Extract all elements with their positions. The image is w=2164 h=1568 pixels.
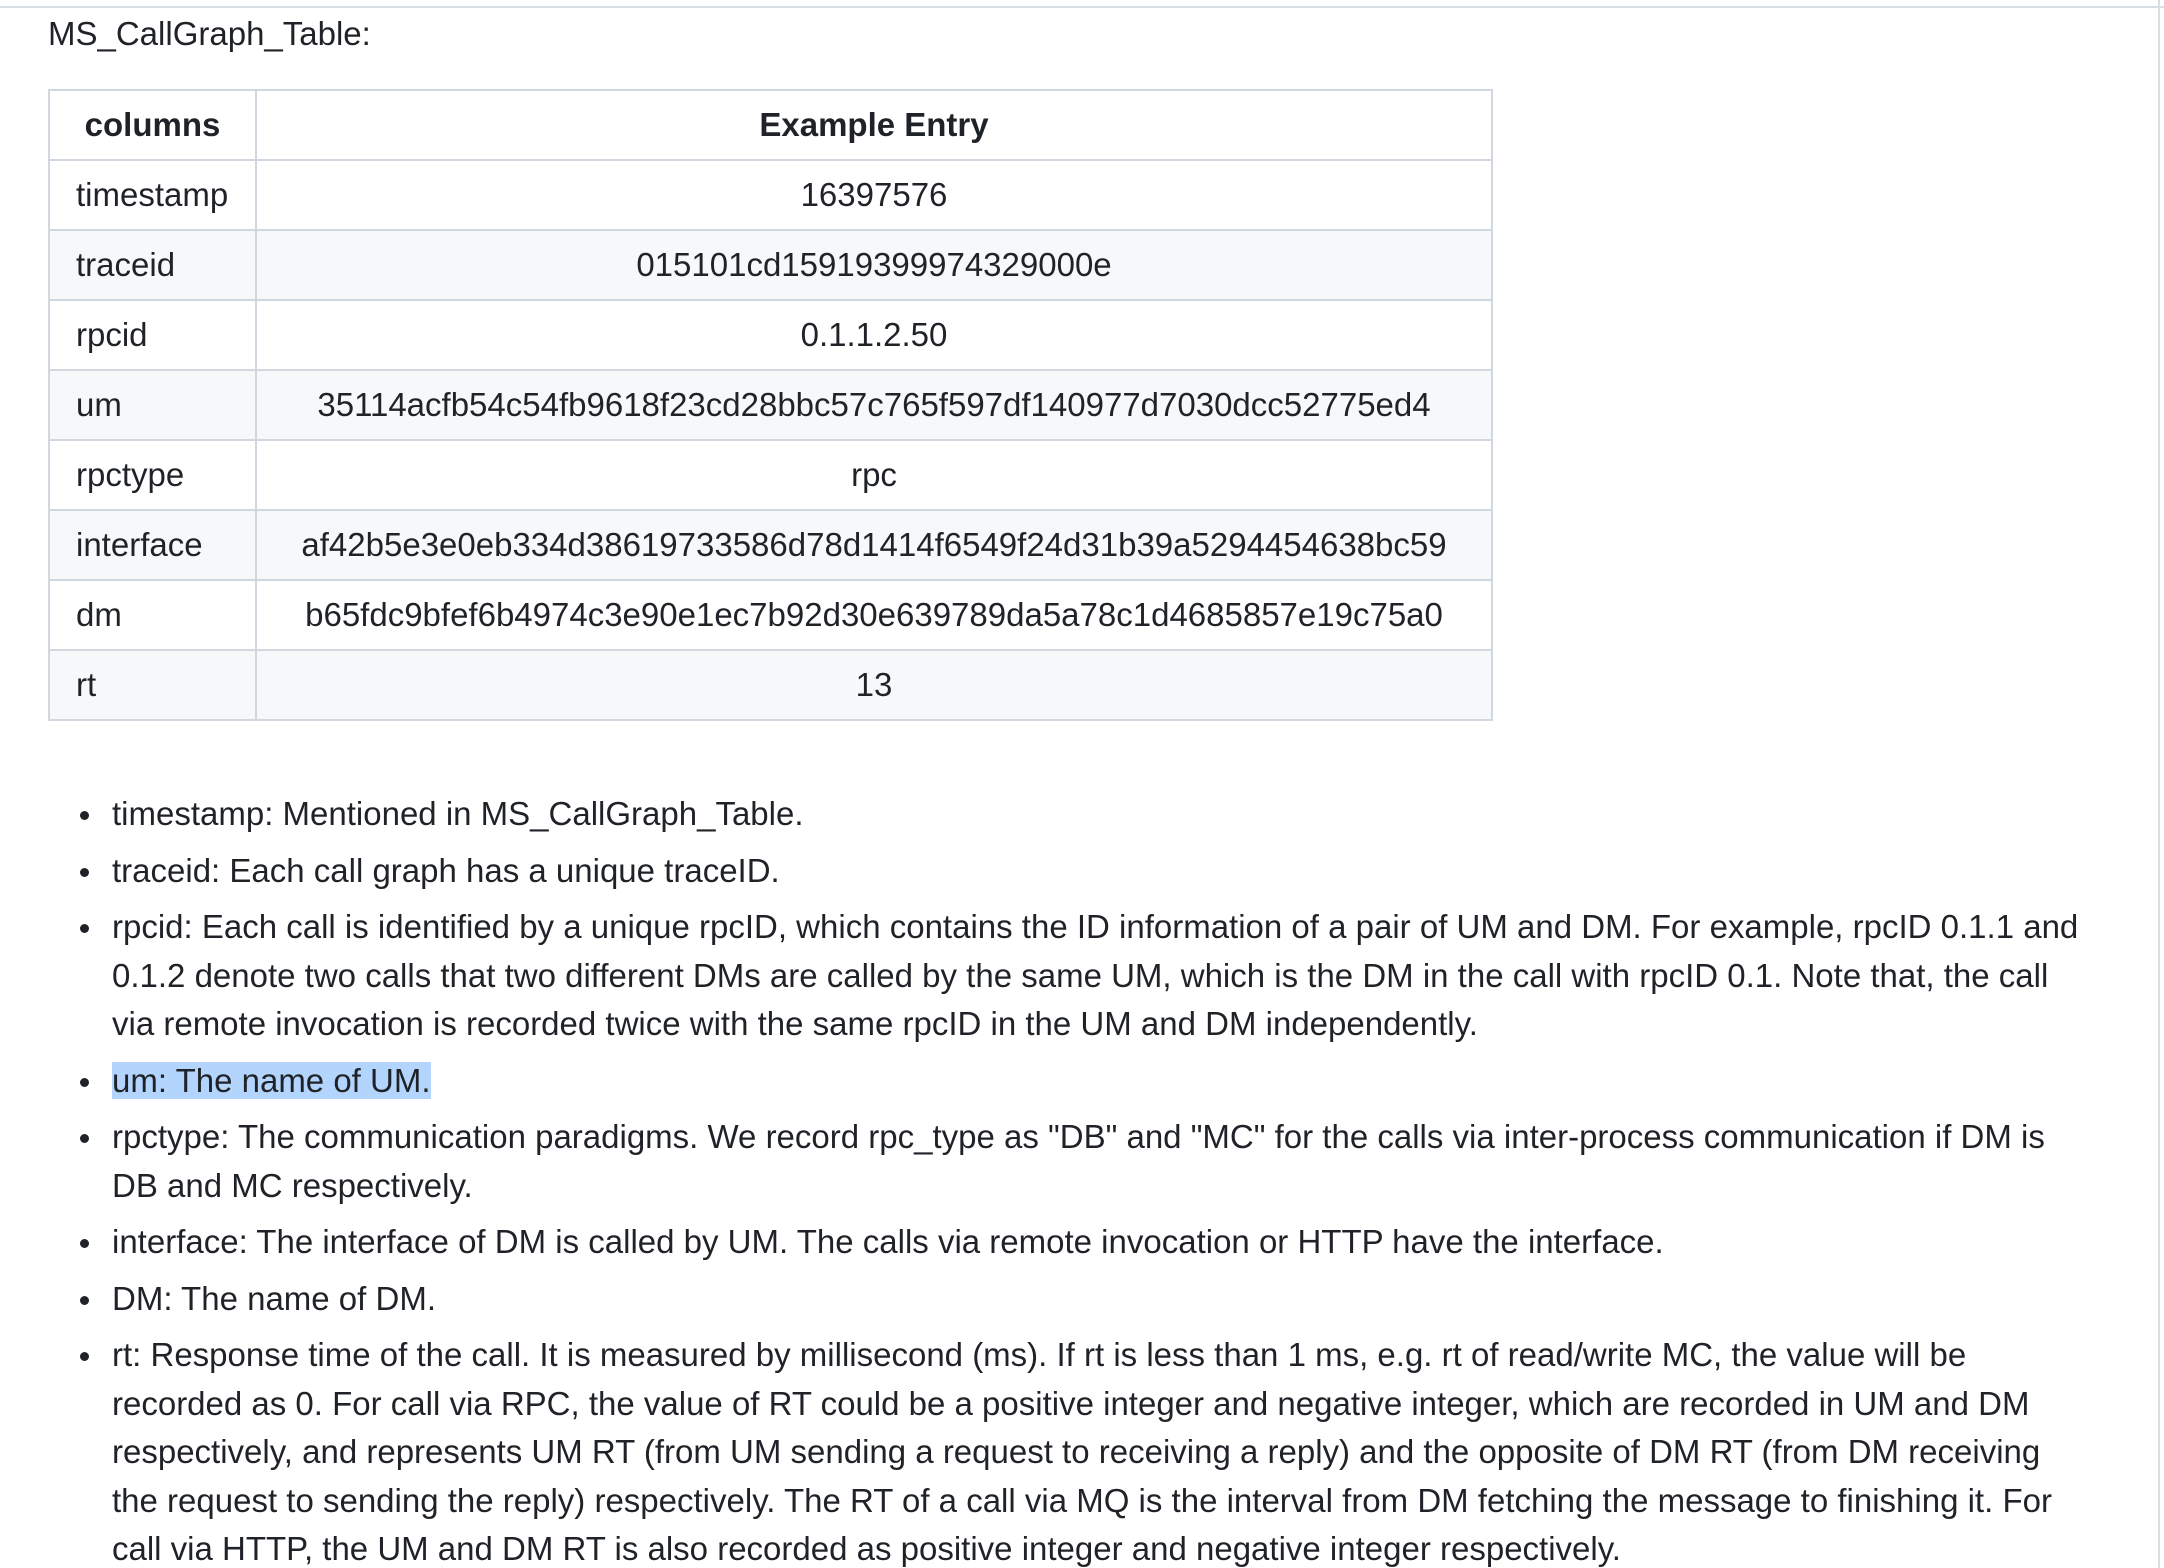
list-item (112, 903, 2088, 1049)
section-title: MS_CallGraph_Table: (48, 15, 371, 52)
table-row (49, 370, 1492, 440)
header-example-entry: Example Entry (256, 90, 1492, 160)
table-row (49, 160, 1492, 230)
example-entry-cell: 13 (256, 650, 1492, 720)
header-columns: columns (49, 90, 256, 160)
example-entry-cell: b65fdc9bfef6b4974c3e90e1ec7b92d30e639789da5a78c1d4685857e19c75a0 (256, 580, 1492, 650)
column-name-cell: dm (49, 580, 256, 650)
selected-description-text: um: The name of UM. (112, 1061, 431, 1099)
list-item (112, 790, 2088, 839)
description-text: interface: The interface of DM is called by UM. The calls via remote invocation or HTTP have the interface. (112, 1223, 1664, 1260)
list-item (112, 1331, 2088, 1568)
description-text: rpctype: The communication paradigms. We record rpc_type as "DB" and "MC" for the calls via inter-process communication if DM is DB and MC respectively. (112, 1118, 2045, 1204)
example-entry-cell: 35114acfb54c54fb9618f23cd28bbc57c765f597df140977d7030dcc52775ed4 (256, 370, 1492, 440)
callgraph-schema-table (48, 89, 1493, 721)
table-row (49, 650, 1492, 720)
column-name-cell: um (49, 370, 256, 440)
list-item (112, 1113, 2088, 1210)
list-item (112, 847, 2088, 896)
column-name-cell: timestamp (49, 160, 256, 230)
example-entry-cell: af42b5e3e0eb334d38619733586d78d1414f6549f24d31b39a5294454638bc59 (256, 510, 1492, 580)
example-entry-cell: 16397576 (256, 160, 1492, 230)
table-header-row (49, 90, 1492, 160)
example-entry-cell: 0.1.1.2.50 (256, 300, 1492, 370)
example-entry-cell: 015101cd15919399974329000e (256, 230, 1492, 300)
column-name-cell: traceid (49, 230, 256, 300)
description-text: traceid: Each call graph has a unique traceID. (112, 851, 780, 889)
column-name-cell: rt (49, 650, 256, 720)
table-row (49, 230, 1492, 300)
list-item (112, 1218, 2088, 1267)
top-divider (0, 6, 2164, 8)
right-divider (2158, 0, 2160, 1568)
column-name-cell: rpctype (49, 440, 256, 510)
description-text: rpcid: Each call is identified by a unique rpcID, which contains the ID information of a pair of UM and DM. For example, rpcID 0.1.1 and 0.1.2 denote two calls that two different DMs are called by the same UM, which is the DM in the call with rpcID 0.1. Note that, the call via remote invocation is recorded twice with the same rpcID in the UM and DM independently. (112, 908, 2079, 1042)
example-entry-cell: rpc (256, 440, 1492, 510)
description-text: timestamp: Mentioned in MS_CallGraph_Table. (112, 795, 804, 832)
table-row (49, 300, 1492, 370)
description-text: DM: The name of DM. (112, 1279, 436, 1317)
table-row (49, 580, 1492, 650)
list-item (112, 1057, 2088, 1106)
description-text: rt: Response time of the call. It is measured by millisecond (ms). If rt is less than 1 ms, e.g. rt of read/write MC, the value will be recorded as 0. For call via RPC, the value of RT could be a positive integer and negative integer, which are recorded in UM and DM respectively, and represents UM RT (from UM sending a request to receiving a reply) and the opposite of DM RT (from DM receiving the request to sending the reply) respectively. The RT of a call via MQ is the interval from DM fetching the message to finishing it. For call via HTTP, the UM and DM RT is also recorded as positive integer and negative integer respectively. (112, 1336, 2052, 1567)
list-item (112, 1275, 2088, 1324)
column-name-cell: interface (49, 510, 256, 580)
column-description-list (48, 790, 2088, 1568)
column-name-cell: rpcid (49, 300, 256, 370)
table-row (49, 440, 1492, 510)
table-row (49, 510, 1492, 580)
